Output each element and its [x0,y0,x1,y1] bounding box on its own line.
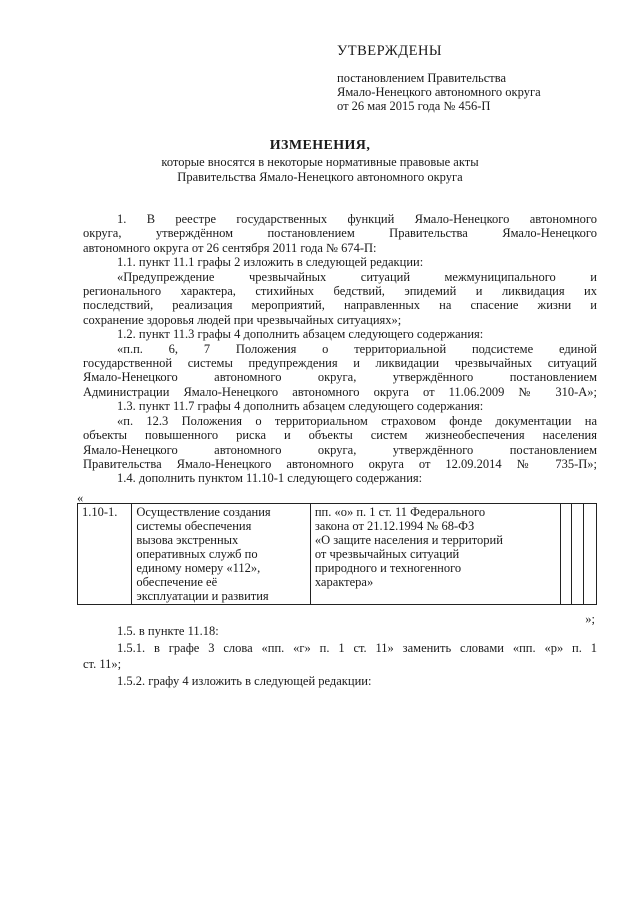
paragraph-1-line: автономного округа от 26 сентября 2011 года № 674-П: [83,240,377,255]
quote-1-line: «Предупреждение чрезвычайных ситуаций межмуниципального и [117,269,597,284]
cell-line: вызова экстренных [136,533,239,547]
table-quote-open: « [77,491,84,505]
approval-heading: УТВЕРЖДЕНЫ [337,43,443,59]
cell-line: обеспечение её [136,575,218,589]
cell-line: от чрезвычайных ситуаций [314,547,460,561]
document-body [83,212,597,486]
quote-1-line: сохранение здоровья людей при чрезвычайных ситуациях»; [83,312,402,327]
paragraph-1-5: 1.5. в пункте 11.18: [117,624,219,638]
quote-2-line: Ямало-Ненецкого автономного округа, утверждённого постановлением [83,370,597,385]
paragraph-1-4: 1.4. дополнить пунктом 11.10-1 следующего содержания: [117,471,423,486]
cell-line: Осуществление создания [136,505,271,519]
paragraph-1-5-1-line: ст. 11»; [83,657,122,672]
table-quote-close: »; [585,612,595,626]
title-sub: которые вносятся в некоторые нормативные правовые акты [161,155,479,169]
paragraph-1-line: 1. В реестре государственных функций Ямало-Ненецкого автономного [117,212,597,226]
cell-line: природного и техногенного [314,561,462,575]
approval-line: постановлением Правительства [337,71,507,85]
item-number-cell: 1.10-1. [78,504,132,605]
approval-block [337,43,597,113]
document-body-continued [83,624,597,690]
quote-2-line: «п.п. 6, 7 Положения о территориальной подсистеме единой [117,341,597,356]
paragraph-1-2: 1.2. пункт 11.3 графы 4 дополнить абзацем следующего содержания: [117,327,484,342]
insert-table [77,503,597,605]
cell-line: закона от 21.12.1994 № 68-ФЗ [314,519,475,533]
cell-line: эксплуатации и развития [136,589,269,603]
paragraph-1-5-1-line: 1.5.1. в графе 3 слова «пп. «г» п. 1 ст. 11» заменить словами «пп. «р» п. 1 [117,640,597,655]
document-title [0,138,640,185]
quote-3-line: «п. 12.3 Положения о территориальном страховом фонде документации на [117,413,597,428]
paragraph-1-3: 1.3. пункт 11.7 графы 4 дополнить абзацем следующего содержания: [117,399,484,414]
empty-cell [561,504,572,605]
quote-3-line: объекты повышенного риска и объекты систем жизнеобеспечения населения [83,428,597,443]
approval-line: от 26 мая 2015 года № 456-П [337,99,491,113]
paragraph-1-5-2: 1.5.2. графу 4 изложить в следующей редакции: [117,673,372,688]
cell-line: системы обеспечения [136,519,252,533]
title-main: ИЗМЕНЕНИЯ, [269,138,371,153]
cell-line: оперативных служб по [136,547,258,561]
paragraph-1-line: округа, утверждённом постановлением Правительства Ямало-Ненецкого [83,226,597,241]
quote-1-line: последствий, реализация мероприятий, направленных на спасение жизни и [83,298,597,313]
cell-line: пп. «о» п. 1 ст. 11 Федерального [314,505,486,519]
title-sub: Правительства Ямало-Ненецкого автономного округа [177,170,463,184]
cell-line: характера» [314,575,374,589]
paragraph-1-1: 1.1. пункт 11.1 графы 2 изложить в следующей редакции: [117,255,424,270]
approval-line: Ямало-Ненецкого автономного округа [337,85,541,99]
quote-3-line: Ямало-Ненецкого автономного округа, утверждённого постановлением [83,442,597,457]
cell-line: единому номеру «112», [136,561,261,575]
quote-2-line: государственной системы предупреждения и ликвидации чрезвычайных ситуаций [83,356,597,371]
quote-1-line: регионального характера, стихийных бедствий, эпидемий и ликвидация их [83,284,597,299]
empty-cell [572,504,583,605]
cell-line: «О защите населения и территорий [314,533,503,547]
function-cell [132,504,310,605]
legal-basis-cell [310,504,560,605]
empty-cell [583,504,596,605]
quote-2-line: Администрации Ямало-Ненецкого автономного округа от 11.06.2009 № 310-А»; [83,384,597,399]
quote-3-line: Правительства Ямало-Ненецкого автономного округа от 12.09.2014 № 735-П»; [83,456,597,471]
table-row [78,504,597,605]
